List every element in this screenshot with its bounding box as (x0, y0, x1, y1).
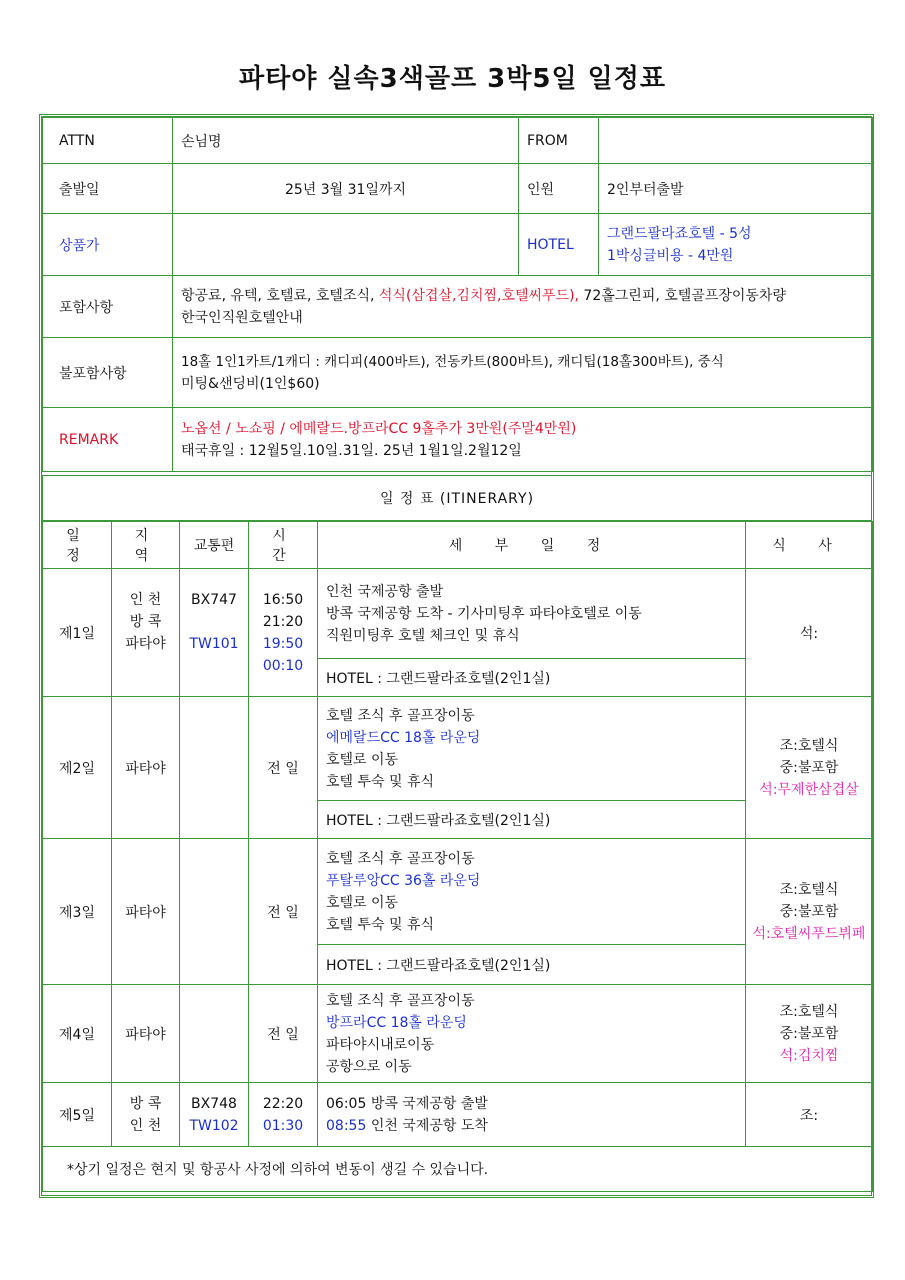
people-label: 인원 (519, 164, 599, 214)
day-5-details (318, 1083, 746, 1147)
day-2-time: 전 일 (249, 697, 318, 839)
detail-line: 푸탈루앙CC 36홀 라운딩 (326, 872, 481, 889)
hotel-line-1: 그랜드팔라죠호텔 - 5성 (607, 225, 752, 242)
flight-number: BX747 (191, 591, 237, 608)
detail-text: 인천 국제공항 도착 (370, 1117, 488, 1134)
region-line: 인 천 (129, 1117, 162, 1134)
detail-line: 방콕 국제공항 도착 - 기사미팅후 파타야호텔로 이동 (326, 605, 642, 622)
time-value: 21:20 (262, 613, 304, 630)
itinerary-title: 일 정 표 (ITINERARY) (43, 476, 872, 521)
col-time: 시 간 (249, 522, 318, 569)
detail-line: 공항으로 이동 (326, 1058, 412, 1075)
region-line: 파타야 (125, 635, 166, 652)
meal-line: 석:무제한삼겹살 (759, 781, 859, 798)
detail-line: 방프라CC 18홀 라운딩 (326, 1014, 467, 1031)
day-4-meals (746, 985, 873, 1083)
hotel-line-2: 1박싱글비용 - 4만원 (607, 247, 734, 264)
remark-line-2: 태국휴일 : 12월5일.10일.31일. 25년 1월1일.2월12일 (181, 442, 522, 459)
day-4-row (43, 985, 873, 1083)
detail-line (326, 1093, 737, 1115)
day-1-row (43, 569, 873, 659)
detail-time: 08:55 (326, 1117, 367, 1134)
price-row (43, 214, 873, 276)
attn-value: 손님명 (173, 118, 519, 164)
detail-line: 호텔로 이동 (326, 894, 399, 911)
day-4-details (318, 985, 746, 1083)
flight-number: TW102 (189, 1117, 239, 1134)
day-3-hotel: HOTEL : 그랜드팔라죠호텔(2인1실) (318, 945, 746, 985)
detail-line: 직원미팅후 호텔 체크인 및 휴식 (326, 627, 520, 644)
detail-line: 호텔로 이동 (326, 751, 399, 768)
day-1-meals (746, 569, 873, 697)
departure-value: 25년 3월 31일까지 (173, 164, 519, 214)
page-title: 파타야 실속3색골프 3박5일 일정표 (239, 64, 666, 94)
excluded-line-2: 미팅&샌딩비(1인$60) (181, 375, 320, 392)
included-line-1 (181, 285, 864, 307)
included-value (173, 276, 873, 338)
flight-spacer (180, 611, 248, 633)
price-label: 상품가 (43, 214, 173, 276)
detail-text: 방콕 국제공항 출발 (370, 1095, 488, 1112)
included-row (43, 276, 873, 338)
meal-line: 조:호텔식 (779, 1003, 839, 1020)
time-value: 22:20 (262, 1095, 304, 1112)
meal-line: 석: (799, 625, 819, 642)
day-2-meals (746, 697, 873, 839)
time-value: 19:50 (262, 635, 304, 652)
day-4-time: 전 일 (249, 985, 318, 1083)
day-1-details (318, 569, 746, 659)
day-5-meals (746, 1083, 873, 1147)
detail-line: 호텔 투숙 및 휴식 (326, 773, 435, 790)
time-value: 01:30 (262, 1117, 304, 1134)
excluded-label: 불포함사항 (43, 338, 173, 408)
included-part-2: 석식(삼겹살,김치찜,호텔씨푸드), (378, 287, 579, 304)
day-2-transport (180, 697, 249, 839)
detail-line: 호텔 조식 후 골프장이동 (326, 707, 475, 724)
day-2-row (43, 697, 873, 801)
day-4-region: 파타야 (112, 985, 180, 1083)
meal-line: 중:불포함 (779, 759, 839, 776)
remark-line-1: 노옵션 / 노쇼핑 / 에메랄드.방프라CC 9홀추가 3만원(주말4만원) (181, 420, 577, 437)
departure-label: 출발일 (43, 164, 173, 214)
day-4-label: 제4일 (43, 985, 112, 1083)
hotel-label: HOTEL (519, 214, 599, 276)
day-2-details (318, 697, 746, 801)
departure-row (43, 164, 873, 214)
flight-number: BX748 (191, 1095, 237, 1112)
region-line: 방 콕 (129, 1095, 162, 1112)
time-value: 16:50 (262, 591, 304, 608)
detail-line: 호텔 조식 후 골프장이동 (326, 850, 475, 867)
meal-line: 중:불포함 (779, 1025, 839, 1042)
meal-line: 석:호텔씨푸드뷔페 (752, 925, 866, 942)
day-5-times (249, 1083, 318, 1147)
from-value (599, 118, 873, 164)
day-3-label: 제3일 (43, 839, 112, 985)
col-region: 지 역 (112, 522, 180, 569)
itinerary-table (42, 521, 873, 1192)
day-5-region (112, 1083, 180, 1147)
day-2-region: 파타야 (112, 697, 180, 839)
from-label: FROM (519, 118, 599, 164)
remark-value (173, 408, 873, 472)
excluded-line-1: 18홀 1인1카트/1캐디 : 캐디피(400바트), 전동카트(800바트), 캐디팁(18홀300바트), 중식 (181, 353, 724, 370)
meal-line: 석:김치찜 (779, 1047, 839, 1064)
excluded-value (173, 338, 873, 408)
attn-label: ATTN (43, 118, 173, 164)
col-details: 세 부 일 정 (318, 522, 746, 569)
detail-line: 에메랄드CC 18홀 라운딩 (326, 729, 481, 746)
footnote: *상기 일정은 현지 및 항공사 사정에 의하여 변동이 생길 수 있습니다. (43, 1147, 873, 1192)
itinerary-header-row (43, 522, 873, 569)
day-1-flights (180, 569, 249, 697)
day-3-region: 파타야 (112, 839, 180, 985)
flight-number: TW101 (189, 635, 239, 652)
day-4-transport (180, 985, 249, 1083)
included-part-1: 항공료, 유텍, 호텔료, 호텔조식, (181, 287, 379, 304)
included-line-2: 한국인직원호텔안내 (181, 309, 303, 326)
detail-time: 06:05 (326, 1095, 367, 1112)
flight-spacer (180, 655, 248, 677)
col-meals: 식 사 (746, 522, 873, 569)
excluded-row (43, 338, 873, 408)
info-table (42, 117, 873, 472)
day-5-row (43, 1083, 873, 1147)
hotel-value (599, 214, 873, 276)
itinerary-title-table (42, 475, 872, 521)
people-value: 2인부터출발 (599, 164, 873, 214)
col-day: 일 정 (43, 522, 112, 569)
meal-line: 중:불포함 (779, 903, 839, 920)
detail-line: 파타야시내로이동 (326, 1036, 435, 1053)
col-transport: 교통편 (180, 522, 249, 569)
day-3-time: 전 일 (249, 839, 318, 985)
day-1-times (249, 569, 318, 697)
day-2-label: 제2일 (43, 697, 112, 839)
included-label: 포함사항 (43, 276, 173, 338)
price-value (173, 214, 519, 276)
meal-line: 조: (799, 1107, 819, 1124)
day-1-label: 제1일 (43, 569, 112, 697)
footnote-row (43, 1147, 873, 1192)
day-3-meals (746, 839, 873, 985)
day-1-region (112, 569, 180, 697)
included-part-3: 72홀그린피, 호텔골프장이동차량 (578, 287, 786, 304)
time-value: 00:10 (262, 657, 304, 674)
detail-line: 인천 국제공항 출발 (326, 583, 444, 600)
meal-line: 조:호텔식 (779, 881, 839, 898)
detail-line: 호텔 투숙 및 휴식 (326, 916, 435, 933)
day-3-details (318, 839, 746, 945)
remark-row (43, 408, 873, 472)
detail-line (326, 1115, 737, 1137)
region-line: 인 천 (129, 591, 162, 608)
day-3-row (43, 839, 873, 945)
meal-line: 조:호텔식 (779, 737, 839, 754)
detail-line: 호텔 조식 후 골프장이동 (326, 992, 475, 1009)
attn-row (43, 118, 873, 164)
remark-label: REMARK (43, 408, 173, 472)
region-line: 방 콕 (129, 613, 162, 630)
region-line (112, 655, 179, 677)
day-3-transport (180, 839, 249, 985)
day-2-hotel: HOTEL : 그랜드팔라죠호텔(2인1실) (318, 801, 746, 839)
day-5-flights (180, 1083, 249, 1147)
day-1-hotel: HOTEL : 그랜드팔라죠호텔(2인1실) (318, 659, 746, 697)
day-5-label: 제5일 (43, 1083, 112, 1147)
